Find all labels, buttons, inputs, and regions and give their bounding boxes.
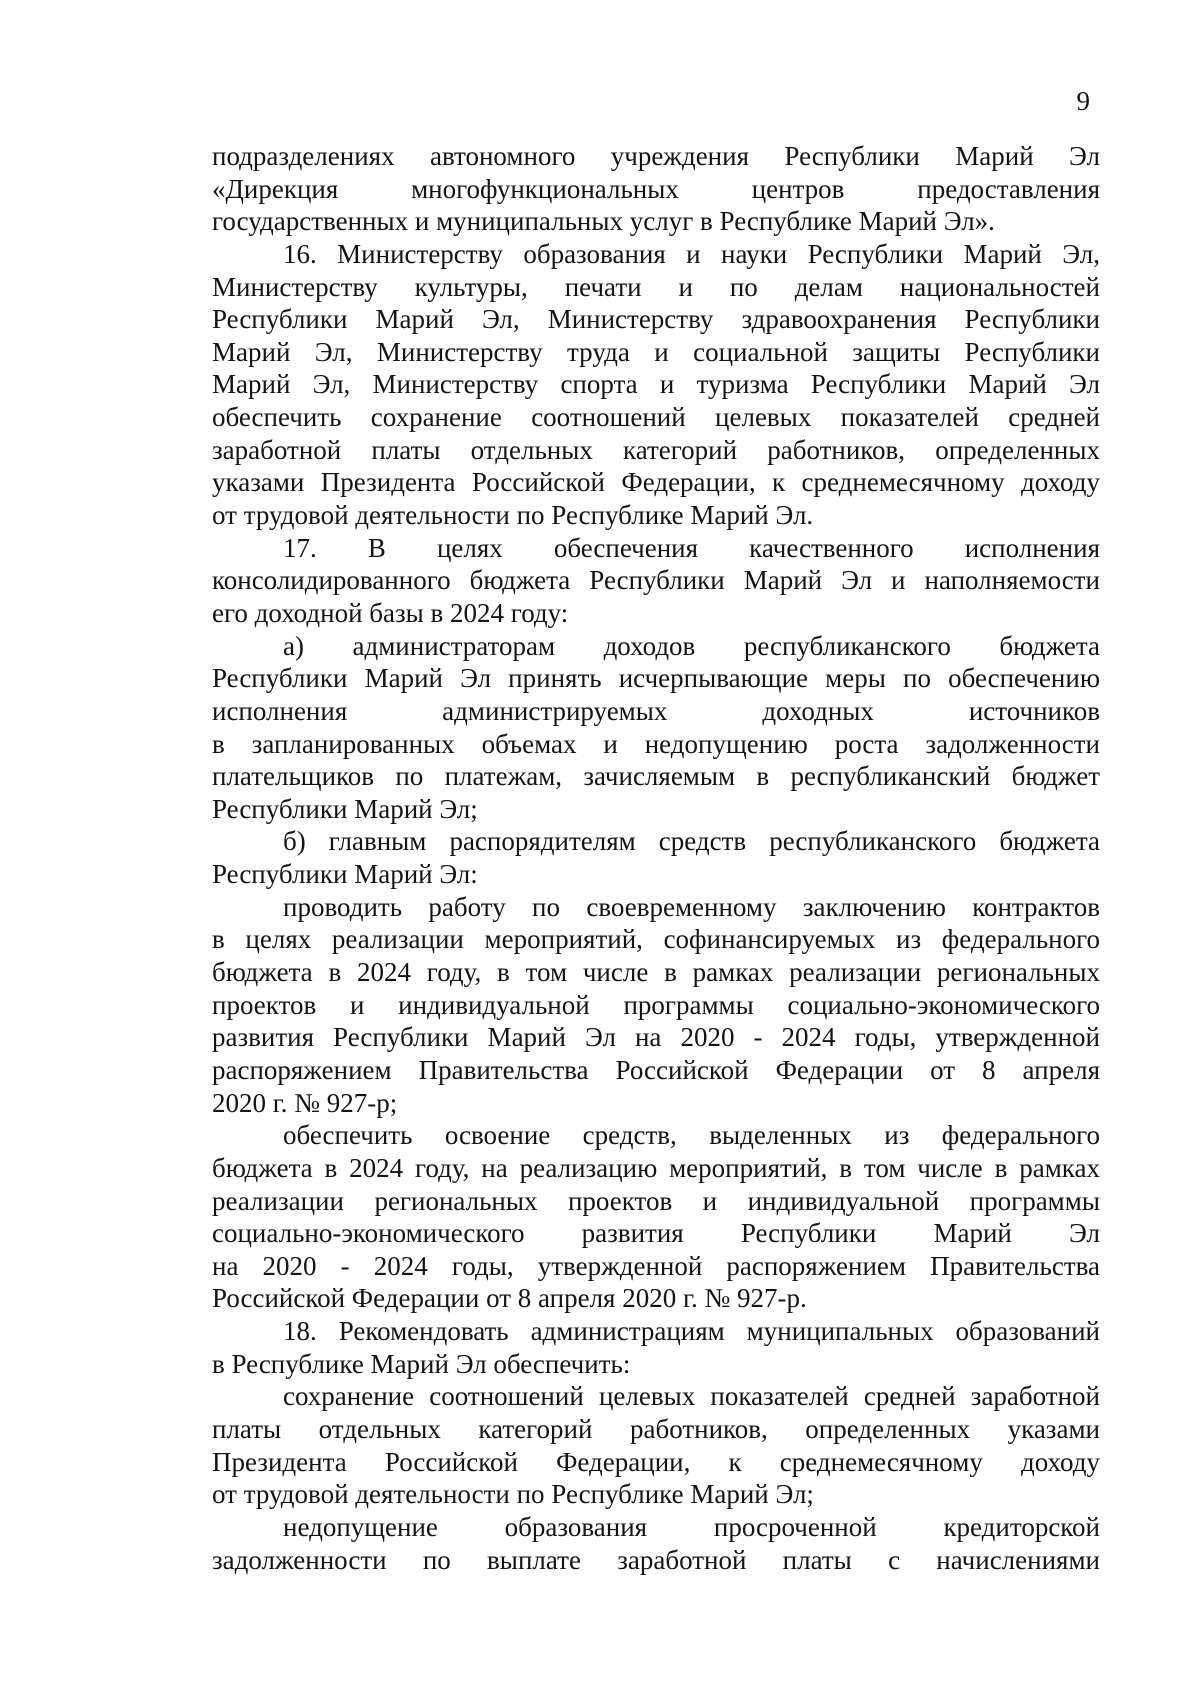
text-line: платы отдельных категорий работников, определенных указами <box>212 1413 1100 1444</box>
text-line: социально-экономического развития Республики Марий Эл <box>212 1218 1100 1249</box>
text-line: проводить работу по своевременному заключению контрактов <box>283 891 1100 922</box>
text-line: б) главным распорядителям средств республиканского бюджета <box>283 826 1100 857</box>
text-line: развития Республики Марий Эл на 2020 - 2024 годы, утвержденной <box>212 1022 1100 1053</box>
text-line: от трудовой деятельности по Республике Марий Эл. <box>212 500 814 531</box>
text-line: его доходной базы в 2024 году: <box>212 597 569 628</box>
text-line: Республики Марий Эл принять исчерпывающие меры по обеспечению <box>212 663 1100 694</box>
text-line: Республики Марий Эл: <box>212 859 478 890</box>
text-line: «Дирекция многофункциональных центров предоставления <box>212 173 1100 204</box>
body-text <box>212 140 1100 1576</box>
text-line: бюджета в 2024 году, в том числе в рамках реализации региональных <box>212 957 1100 988</box>
text-line: Республики Марий Эл; <box>212 793 478 824</box>
text-line: 2020 г. № 927-р; <box>212 1087 398 1118</box>
text-line: недопущение образования просроченной кредиторской <box>283 1511 1100 1542</box>
text-line: Республики Марий Эл, Министерству здравоохранения Республики <box>212 304 1100 335</box>
text-line: плательщиков по платежам, зачисляемым в республиканский бюджет <box>212 761 1100 792</box>
text-line: в Республике Марий Эл обеспечить: <box>212 1348 631 1379</box>
text-line: проектов и индивидуальной программы социально-экономического <box>212 989 1100 1020</box>
text-line: бюджета в 2024 году, на реализацию мероприятий, в том числе в рамках <box>212 1152 1100 1183</box>
text-line: Марий Эл, Министерству труда и социальной защиты Республики <box>212 336 1100 367</box>
text-line: от трудовой деятельности по Республике Марий Эл; <box>212 1479 814 1510</box>
text-line: Марий Эл, Министерству спорта и туризма Республики Марий Эл <box>212 369 1100 400</box>
text-line: подразделениях автономного учреждения Республики Марий Эл <box>212 141 1100 171</box>
text-line: обеспечить сохранение соотношений целевых показателей средней <box>212 402 1100 433</box>
text-line: 18. Рекомендовать администрациям муниципальных образований <box>283 1316 1100 1347</box>
text-line: на 2020 - 2024 годы, утвержденной распоряжением Правительства <box>212 1250 1100 1281</box>
text-line: реализации региональных проектов и индивидуальной программы <box>212 1185 1100 1216</box>
text-line: 16. Министерству образования и науки Республики Марий Эл, <box>283 238 1100 269</box>
text-line: Министерству культуры, печати и по делам национальностей <box>212 271 1100 302</box>
text-line: а) администраторам доходов республиканского бюджета <box>283 630 1100 661</box>
text-line: в запланированных объемах и недопущению роста задолженности <box>212 728 1100 759</box>
text-line: указами Президента Российской Федерации, к среднемесячному доходу <box>212 467 1100 498</box>
text-line: обеспечить освоение средств, выделенных из федерального <box>283 1120 1100 1151</box>
text-line: распоряжением Правительства Российской Федерации от 8 апреля <box>212 1054 1100 1085</box>
text-line: задолженности по выплате заработной платы с начислениями <box>212 1544 1100 1575</box>
text-line: заработной платы отдельных категорий работников, определенных <box>212 434 1100 465</box>
page-number: 9 <box>1076 86 1090 116</box>
text-line: Президента Российской Федерации, к среднемесячному доходу <box>212 1446 1100 1477</box>
text-line: исполнения администрируемых доходных источников <box>212 695 1100 726</box>
text-line: в целях реализации мероприятий, софинансируемых из федерального <box>212 924 1100 955</box>
text-line: сохранение соотношений целевых показателей средней заработной <box>283 1381 1100 1412</box>
text-line: консолидированного бюджета Республики Марий Эл и наполняемости <box>212 565 1100 596</box>
text-line: Российской Федерации от 8 апреля 2020 г. № 927-р. <box>212 1283 807 1314</box>
text-line: государственных и муниципальных услуг в Республике Марий Эл». <box>212 206 995 237</box>
text-line: 17. В целях обеспечения качественного исполнения <box>283 532 1100 563</box>
